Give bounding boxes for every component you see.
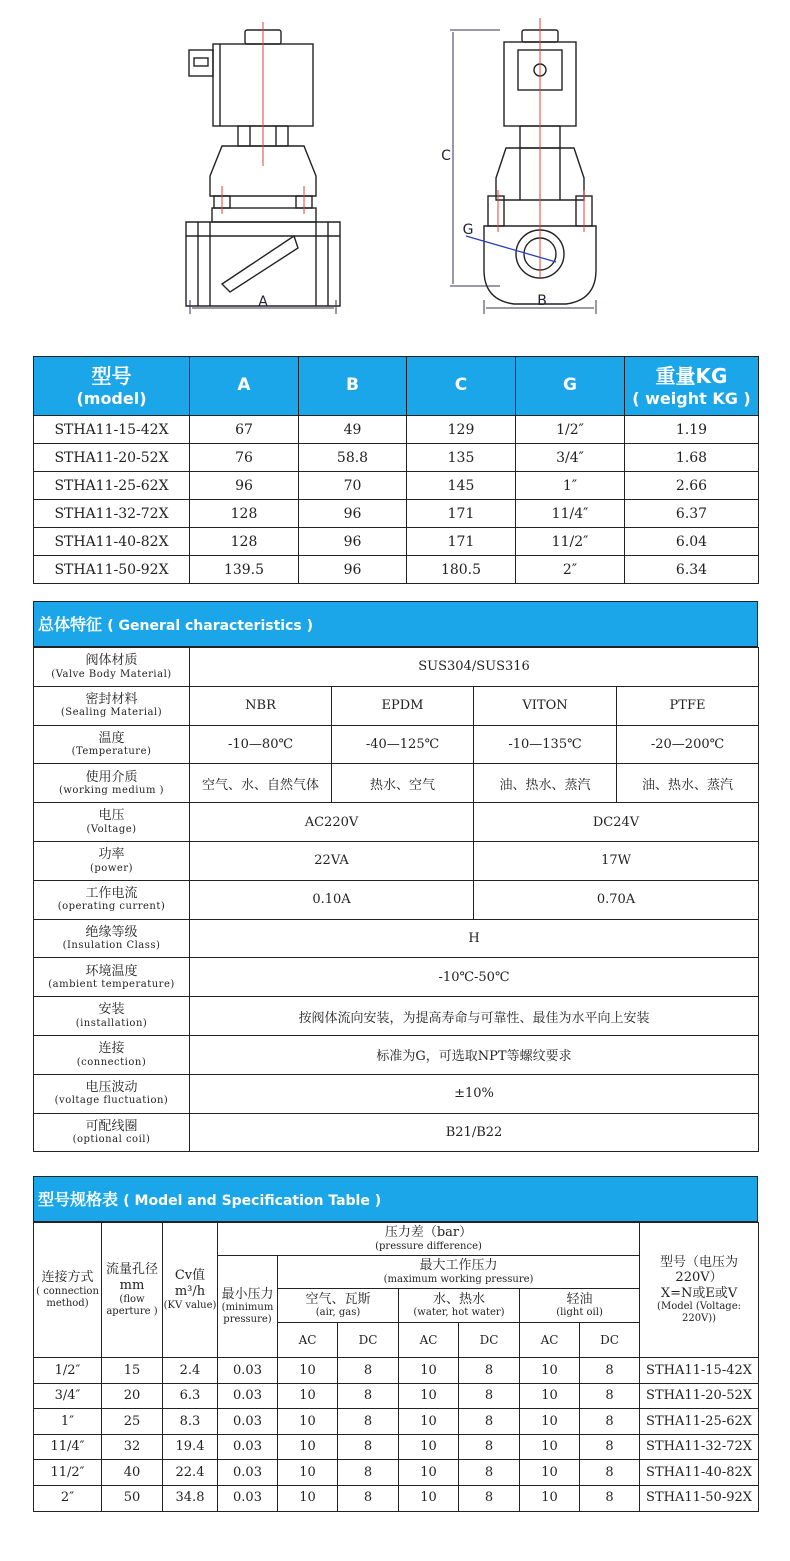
table-cell: 11/2″ — [34, 1460, 102, 1486]
table-cell: 96 — [299, 528, 407, 556]
table-row — [34, 1383, 759, 1409]
cell-text: (working medium ) — [58, 784, 165, 796]
table-cell: VITON — [474, 686, 617, 725]
table-cell: 8 — [338, 1485, 399, 1511]
general-characteristics-table — [33, 647, 759, 1152]
cell-text: (flow aperture ) — [106, 1293, 158, 1317]
table-cell: 1/2″ — [34, 1358, 102, 1384]
table-cell: 34.8 — [163, 1485, 218, 1511]
table-cell: 96 — [299, 500, 407, 528]
cell-text: (maximum working pressure) — [383, 1273, 534, 1285]
cell-text: 电压波动 — [85, 1080, 138, 1096]
cell-text: 电压 — [98, 808, 125, 824]
table-row — [34, 958, 759, 997]
table-cell: AC — [520, 1323, 580, 1358]
table-cell: 10 — [520, 1460, 580, 1486]
table-cell: 1.19 — [625, 416, 759, 444]
table-cell: 10 — [399, 1383, 459, 1409]
table-cell: STHA11-32-72X — [34, 500, 190, 528]
cell-text: (light oil) — [556, 1307, 603, 1319]
cell-text: ( General characteristics ) — [107, 618, 313, 634]
spec-header-row-1 — [34, 1223, 759, 1256]
table-cell: 0.03 — [218, 1358, 278, 1384]
table-cell — [34, 764, 190, 803]
general-characteristics-title — [33, 601, 758, 647]
table-cell: 8 — [580, 1434, 640, 1460]
cell-text: 温度 — [98, 730, 125, 746]
table-cell — [278, 1289, 399, 1323]
table-row — [34, 880, 759, 919]
table-row — [34, 528, 759, 556]
cell-text: (Sealing Material) — [60, 707, 163, 719]
cell-text: 连接 — [98, 1041, 125, 1057]
table-row — [34, 1409, 759, 1435]
table-cell: 10 — [278, 1358, 338, 1384]
table-row — [34, 686, 759, 725]
table-cell — [163, 1223, 218, 1358]
table-cell: 22.4 — [163, 1460, 218, 1486]
table-cell: 96 — [299, 556, 407, 584]
table-cell: 145 — [407, 472, 516, 500]
cell-text: 功率 — [98, 847, 125, 863]
table-cell: STHA11-20-52X — [640, 1383, 759, 1409]
table-cell: STHA11-32-72X — [640, 1434, 759, 1460]
label-b: B — [537, 293, 547, 309]
cell-text: (minimum pressure) — [221, 1302, 274, 1326]
cell-text: 绝缘等级 — [85, 924, 138, 940]
table-cell — [34, 725, 190, 764]
table-cell: 0.10A — [190, 880, 474, 919]
table-cell: -10—135℃ — [474, 725, 617, 764]
table-row — [34, 1113, 759, 1152]
table-cell: 10 — [399, 1460, 459, 1486]
table-cell: 8 — [338, 1409, 399, 1435]
cell-text: (air, gas) — [315, 1307, 361, 1319]
table-cell: 0.03 — [218, 1434, 278, 1460]
table-cell: 8 — [459, 1383, 520, 1409]
table-cell: 8 — [580, 1383, 640, 1409]
table-cell: 129 — [407, 416, 516, 444]
table-cell: 2″ — [516, 556, 625, 584]
table-cell — [218, 1223, 640, 1256]
table-cell: 10 — [399, 1409, 459, 1435]
table-cell: 67 — [190, 416, 299, 444]
cell-text: 重量KG — [655, 363, 728, 388]
table-cell: 2″ — [34, 1485, 102, 1511]
label-a: A — [258, 294, 268, 310]
cell-text: X=N或E或V — [660, 1285, 738, 1301]
table-cell: DC — [580, 1323, 640, 1358]
table-cell: 8 — [580, 1409, 640, 1435]
table-cell: 10 — [520, 1358, 580, 1384]
table-cell: 70 — [299, 472, 407, 500]
cell-text: (Insulation Class) — [62, 940, 161, 952]
cell-text: 工作电流 — [85, 886, 138, 902]
table-cell: 10 — [520, 1434, 580, 1460]
table-cell: 6.37 — [625, 500, 759, 528]
table-cell: 25 — [102, 1409, 163, 1435]
table-cell: -10℃-50℃ — [190, 958, 759, 997]
table-cell — [102, 1223, 163, 1358]
table-row — [34, 444, 759, 472]
table-cell: 热水、空气 — [332, 764, 474, 803]
table-row — [34, 1035, 759, 1074]
table-cell — [34, 686, 190, 725]
cell-text: ( connection method) — [36, 1285, 99, 1309]
header-model — [34, 357, 190, 416]
table-cell: -40—125℃ — [332, 725, 474, 764]
table-row — [34, 997, 759, 1036]
table-cell: 0.03 — [218, 1383, 278, 1409]
table-cell: 10 — [399, 1434, 459, 1460]
table-cell: 1″ — [516, 472, 625, 500]
table-cell: 1.68 — [625, 444, 759, 472]
table-cell: 171 — [407, 500, 516, 528]
cell-text: (Valve Body Material) — [51, 668, 172, 680]
cell-text: (model) — [76, 388, 147, 408]
table-cell: 49 — [299, 416, 407, 444]
table-cell: STHA11-25-62X — [640, 1409, 759, 1435]
cell-text: 型号 — [91, 363, 132, 388]
table-cell: 1/2″ — [516, 416, 625, 444]
table-cell: 标准为G，可选取NPT等螺纹要求 — [190, 1035, 759, 1074]
table-cell: STHA11-40-82X — [34, 528, 190, 556]
dimension-table — [33, 356, 759, 584]
table-cell: 10 — [520, 1383, 580, 1409]
table-cell: SUS304/SUS316 — [190, 648, 759, 687]
header-c: C — [407, 357, 516, 416]
table-cell: 0.03 — [218, 1460, 278, 1486]
cell-text: 最小压力 — [221, 1286, 274, 1302]
table-cell: 10 — [399, 1358, 459, 1384]
cell-text: (power) — [90, 862, 133, 874]
table-row — [34, 803, 759, 842]
label-g: G — [462, 222, 474, 238]
table-cell: 8 — [459, 1434, 520, 1460]
table-cell: 8 — [338, 1434, 399, 1460]
cell-text: 流量孔径mm — [105, 1262, 158, 1293]
table-cell: 17W — [474, 841, 759, 880]
table-cell: 8 — [459, 1358, 520, 1384]
valve-drawing — [0, 0, 790, 340]
table-row — [34, 1074, 759, 1113]
cell-text: 可配线圈 — [85, 1118, 138, 1134]
table-cell: AC — [399, 1323, 459, 1358]
cell-text: 总体特征 — [38, 615, 103, 634]
table-cell: 按阀体流向安装，为提高寿命与可靠性、最佳为水平向上安装 — [190, 997, 759, 1036]
table-cell: DC — [338, 1323, 399, 1358]
table-cell: 139.5 — [190, 556, 299, 584]
cell-text: 型号（电压为220V） — [660, 1254, 739, 1286]
cell-text: (Voltage) — [86, 823, 137, 835]
table-cell: 11/2″ — [516, 528, 625, 556]
table-cell — [34, 648, 190, 687]
table-cell — [34, 880, 190, 919]
cell-text: (water, hot water) — [413, 1307, 505, 1319]
cell-text: 密封材料 — [85, 692, 138, 708]
table-cell: 10 — [278, 1460, 338, 1486]
table-cell: 2.4 — [163, 1358, 218, 1384]
table-cell — [34, 1113, 190, 1152]
header-g: G — [516, 357, 625, 416]
table-cell: 8 — [459, 1409, 520, 1435]
table-cell: 11/4″ — [516, 500, 625, 528]
table-cell: 8 — [338, 1460, 399, 1486]
cell-text: ( weight KG ) — [632, 388, 751, 408]
table-cell: 171 — [407, 528, 516, 556]
table-cell: 0.03 — [218, 1409, 278, 1435]
table-cell: 0.70A — [474, 880, 759, 919]
table-cell — [34, 803, 190, 842]
table-cell: 10 — [520, 1485, 580, 1511]
table-cell: 15 — [102, 1358, 163, 1384]
table-cell: 11/4″ — [34, 1434, 102, 1460]
table-cell: EPDM — [332, 686, 474, 725]
table-cell: 50 — [102, 1485, 163, 1511]
table-cell: STHA11-15-42X — [34, 416, 190, 444]
cell-text: 水、热水 — [432, 1291, 485, 1307]
cell-text: (Temperature) — [71, 746, 152, 758]
table-cell: 8 — [338, 1358, 399, 1384]
cell-text: (optional coil) — [72, 1134, 151, 1146]
table-cell: 76 — [190, 444, 299, 472]
header-b: B — [299, 357, 407, 416]
cell-text: 使用介质 — [85, 769, 138, 785]
table-cell: 2.66 — [625, 472, 759, 500]
table-cell: 10 — [399, 1485, 459, 1511]
cell-text: (connection) — [76, 1056, 147, 1068]
table-cell: 6.04 — [625, 528, 759, 556]
table-cell: -20—200℃ — [617, 725, 759, 764]
cell-text: 安装 — [98, 1002, 125, 1018]
table-row — [34, 1460, 759, 1486]
table-cell: DC — [459, 1323, 520, 1358]
table-cell: 6.34 — [625, 556, 759, 584]
table-cell — [34, 1074, 190, 1113]
table-cell: 8 — [459, 1485, 520, 1511]
table-cell: 油、热水、蒸汽 — [474, 764, 617, 803]
cell-text: (pressure difference) — [375, 1240, 482, 1252]
table-row — [34, 648, 759, 687]
table-cell: 8 — [580, 1460, 640, 1486]
table-cell: 3/4″ — [516, 444, 625, 472]
table-cell: STHA11-50-92X — [640, 1485, 759, 1511]
table-cell: 油、热水、蒸汽 — [617, 764, 759, 803]
table-cell: STHA11-25-62X — [34, 472, 190, 500]
table-cell: PTFE — [617, 686, 759, 725]
table-cell: 128 — [190, 528, 299, 556]
table-cell: ±10% — [190, 1074, 759, 1113]
table-row — [34, 556, 759, 584]
table-row — [34, 764, 759, 803]
table-row — [34, 500, 759, 528]
table-cell: 6.3 — [163, 1383, 218, 1409]
table-cell — [399, 1289, 520, 1323]
cell-text: (KV value) — [163, 1299, 217, 1311]
table-cell: H — [190, 919, 759, 958]
table-cell: 10 — [278, 1434, 338, 1460]
cell-text: 环境温度 — [85, 963, 138, 979]
table-cell: 96 — [190, 472, 299, 500]
table-cell: STHA11-20-52X — [34, 444, 190, 472]
table-cell: 180.5 — [407, 556, 516, 584]
table-cell: B21/B22 — [190, 1113, 759, 1152]
cell-text: 压力差（bar） — [384, 1225, 473, 1241]
table-row — [34, 1485, 759, 1511]
cell-text: (installation) — [75, 1017, 148, 1029]
table-cell: NBR — [190, 686, 332, 725]
cell-text: 阀体材质 — [85, 653, 138, 669]
table-cell — [34, 1035, 190, 1074]
table-cell: 10 — [278, 1383, 338, 1409]
table-cell: 8.3 — [163, 1409, 218, 1435]
table-cell: AC220V — [190, 803, 474, 842]
table-cell — [520, 1289, 640, 1323]
table-cell: 40 — [102, 1460, 163, 1486]
table-cell: 3/4″ — [34, 1383, 102, 1409]
table-cell: 1″ — [34, 1409, 102, 1435]
table-cell — [34, 958, 190, 997]
table-cell: STHA11-15-42X — [640, 1358, 759, 1384]
cell-text: 型号规格表 — [38, 1190, 119, 1209]
table-cell: 10 — [520, 1409, 580, 1435]
cell-text: 空气、瓦斯 — [305, 1291, 371, 1307]
table-cell: STHA11-40-82X — [640, 1460, 759, 1486]
table-cell — [640, 1223, 759, 1358]
cell-text: 最大工作压力 — [419, 1258, 498, 1274]
table-cell: AC — [278, 1323, 338, 1358]
table-cell: 空气、水、自然气体 — [190, 764, 332, 803]
table-row — [34, 1358, 759, 1384]
table-row — [34, 725, 759, 764]
table-cell: STHA11-50-92X — [34, 556, 190, 584]
table-cell — [34, 997, 190, 1036]
cell-text: ( Model and Specification Table ) — [123, 1193, 382, 1209]
header-weight — [625, 357, 759, 416]
table-cell: 10 — [278, 1485, 338, 1511]
table-cell: DC24V — [474, 803, 759, 842]
cell-text: (Model (Voltage: 220V)) — [657, 1301, 741, 1325]
table-cell: 58.8 — [299, 444, 407, 472]
table-cell: 20 — [102, 1383, 163, 1409]
table-row — [34, 416, 759, 444]
table-cell: 8 — [580, 1485, 640, 1511]
table-cell — [34, 841, 190, 880]
spec-table — [33, 1222, 759, 1512]
table-row — [34, 472, 759, 500]
table-cell: 19.4 — [163, 1434, 218, 1460]
table-cell — [34, 919, 190, 958]
table-cell: 8 — [580, 1358, 640, 1384]
table-row — [34, 919, 759, 958]
spec-table-title — [33, 1176, 758, 1222]
table-cell: 8 — [338, 1383, 399, 1409]
table-cell: 32 — [102, 1434, 163, 1460]
dimension-header-row — [34, 357, 759, 416]
table-cell: 22VA — [190, 841, 474, 880]
table-row — [34, 841, 759, 880]
header-a: A — [190, 357, 299, 416]
cell-text: (ambient temperature) — [48, 978, 175, 990]
cell-text: (operating current) — [57, 901, 166, 913]
cell-text: 轻油 — [566, 1291, 593, 1307]
table-cell — [218, 1256, 278, 1358]
table-cell: 135 — [407, 444, 516, 472]
table-cell — [34, 1223, 102, 1358]
table-cell: 128 — [190, 500, 299, 528]
table-cell: 10 — [278, 1409, 338, 1435]
label-c: C — [441, 148, 451, 164]
table-cell — [278, 1256, 640, 1289]
cell-text: 连接方式 — [41, 1270, 94, 1286]
table-cell: 8 — [459, 1460, 520, 1486]
table-cell: -10—80℃ — [190, 725, 332, 764]
cell-text: Cv值 m³/h — [174, 1268, 206, 1299]
table-cell: 0.03 — [218, 1485, 278, 1511]
cell-text: (voltage fluctuation) — [54, 1095, 169, 1107]
table-row — [34, 1434, 759, 1460]
